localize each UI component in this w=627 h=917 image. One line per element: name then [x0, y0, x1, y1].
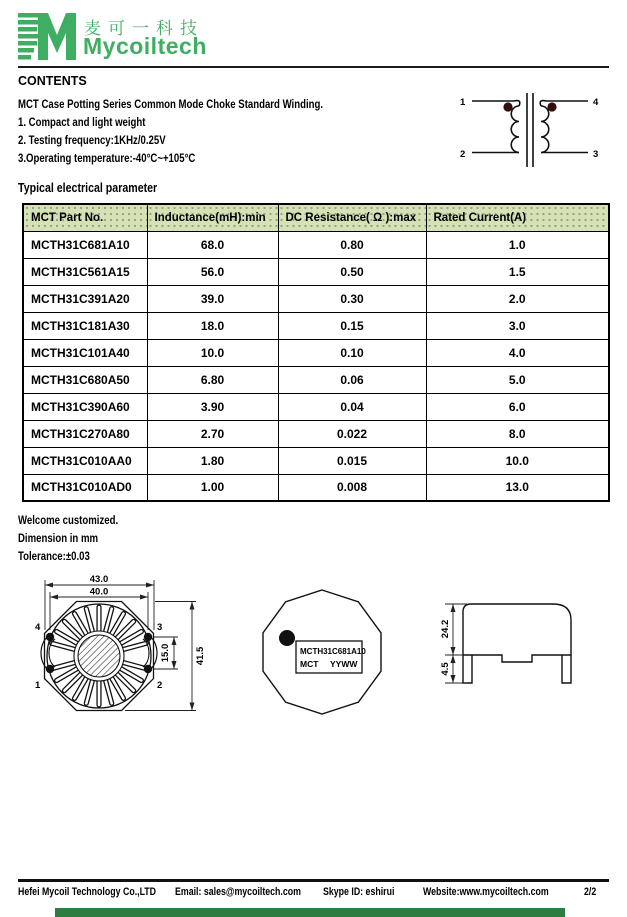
- polarity-dot-icon: [503, 102, 512, 111]
- table-row: [23, 474, 609, 501]
- drawing-side-view: [425, 578, 627, 728]
- footer-company: Hefei Mycoil Technology Co.,LTD: [18, 886, 157, 898]
- table-row: [23, 258, 609, 285]
- left-winding-top-lead: [472, 101, 520, 106]
- part-no: MCTH31C391A20: [23, 285, 147, 312]
- brand-name-chinese: 麦可一科技: [84, 19, 204, 38]
- marking-date-code: YYWW: [330, 659, 358, 669]
- footer-skype: Skype ID: eshirui: [323, 886, 395, 898]
- table-row: [23, 366, 609, 393]
- dc-resistance: 0.015: [278, 447, 426, 474]
- part-no: MCTH31C680A50: [23, 366, 147, 393]
- drawing-top-view: [15, 572, 215, 737]
- table-row: [23, 231, 609, 258]
- part-no: MCTH31C270A80: [23, 420, 147, 447]
- dim-40: 40.0: [89, 586, 109, 598]
- feature-1: 1. Compact and light weight: [18, 115, 146, 129]
- dc-resistance: 0.50: [278, 258, 426, 285]
- col-header-current: Rated Current(A): [426, 204, 609, 231]
- dim-43: 43.0: [89, 574, 109, 585]
- col-header-resistance: DC Resistance( Ω ):max: [278, 204, 426, 231]
- footer-website: Website:www.mycoiltech.com: [423, 886, 549, 898]
- col-header-inductance: Inductance(mH):min: [147, 204, 278, 231]
- footer-email: Email: sales@mycoiltech.com: [175, 886, 301, 898]
- inductance: 39.0: [147, 285, 278, 312]
- note-dimension: Dimension in mm: [18, 531, 99, 545]
- marking-part-number: MCTH31C681A10: [300, 647, 366, 656]
- pin-label-1: 1: [35, 680, 41, 691]
- footer-page-number: 2/2: [584, 886, 597, 898]
- note-tolerance: Tolerance:±0.03: [18, 549, 90, 563]
- table-header-row: [23, 204, 609, 231]
- pin-dot-1: [46, 665, 54, 673]
- table-row: [23, 285, 609, 312]
- rated-current: 6.0: [426, 393, 609, 420]
- polarity-dot-icon: [547, 102, 556, 111]
- rated-current: 8.0: [426, 420, 609, 447]
- schematic-pin-3: 3: [593, 149, 599, 160]
- rated-current: 1.5: [426, 258, 609, 285]
- mycoiltech-logo-icon: [18, 11, 82, 66]
- dc-resistance: 0.008: [278, 474, 426, 501]
- table-row: [23, 339, 609, 366]
- dc-resistance: 0.10: [278, 339, 426, 366]
- inductance: 68.0: [147, 231, 278, 258]
- bottom-accent-bar: [55, 908, 565, 917]
- marking-brand: MCT: [300, 659, 319, 669]
- dim-24-2: 24.2: [440, 619, 451, 639]
- core-hatched: [78, 635, 120, 677]
- rated-current: 2.0: [426, 285, 609, 312]
- inductance: 1.80: [147, 447, 278, 474]
- rated-current: 3.0: [426, 312, 609, 339]
- inductance: 3.90: [147, 393, 278, 420]
- part-no: MCTH31C561A15: [23, 258, 147, 285]
- footer-divider: [18, 879, 609, 882]
- col-header-part-no: MCT Part No.: [23, 204, 147, 231]
- left-winding: [511, 106, 519, 153]
- dc-resistance: 0.30: [278, 285, 426, 312]
- schematic-pin-2: 2: [460, 149, 466, 160]
- dc-resistance: 0.06: [278, 366, 426, 393]
- inductance: 1.00: [147, 474, 278, 501]
- rated-current: 10.0: [426, 447, 609, 474]
- header-divider: [18, 66, 609, 68]
- dim-4-5: 4.5: [440, 662, 451, 676]
- brand-name-english: Mycoiltech: [83, 33, 207, 59]
- drawing-front-view: [250, 578, 425, 728]
- pin-label-2: 2: [157, 680, 163, 691]
- series-title: MCT Case Potting Series Common Mode Choke Standard Winding.: [18, 97, 324, 111]
- table-row: [23, 393, 609, 420]
- part-no: MCTH31C681A10: [23, 231, 147, 258]
- dc-resistance: 0.022: [278, 420, 426, 447]
- feature-3: 3.Operating temperature:-40°C~+105°C: [18, 151, 196, 165]
- part-no: MCTH31C010AA0: [23, 447, 147, 474]
- inductance: 6.80: [147, 366, 278, 393]
- table-row: [23, 420, 609, 447]
- inductance: 2.70: [147, 420, 278, 447]
- rated-current: 5.0: [426, 366, 609, 393]
- schematic-pin-4: 4: [593, 97, 599, 108]
- section-heading: Typical electrical parameter: [18, 181, 158, 195]
- pin1-marker-dot: [279, 630, 295, 646]
- pin-label-4: 4: [35, 622, 41, 633]
- part-no: MCTH31C101A40: [23, 339, 147, 366]
- pin-dot-4: [46, 633, 54, 641]
- table-row: [23, 312, 609, 339]
- part-no: MCTH31C010AD0: [23, 474, 147, 501]
- electrical-parameter-table: [22, 203, 610, 502]
- part-no: MCTH31C390A60: [23, 393, 147, 420]
- schematic-pin-1: 1: [460, 97, 466, 108]
- pin-dot-3: [144, 633, 152, 641]
- rated-current: 4.0: [426, 339, 609, 366]
- pin-label-3: 3: [157, 622, 163, 633]
- choke-schematic: [456, 86, 604, 174]
- right-winding: [541, 106, 549, 153]
- contents-heading: CONTENTS: [18, 74, 87, 88]
- part-no: MCTH31C181A30: [23, 312, 147, 339]
- rated-current: 1.0: [426, 231, 609, 258]
- note-customized: Welcome customized.: [18, 513, 119, 527]
- pin-dot-2: [144, 665, 152, 673]
- dim-41-5: 41.5: [195, 646, 206, 666]
- table-row: [23, 447, 609, 474]
- feature-2: 2. Testing frequency:1KHz/0.25V: [18, 133, 166, 147]
- case-body-outline: [463, 604, 571, 662]
- inductance: 18.0: [147, 312, 278, 339]
- dc-resistance: 0.80: [278, 231, 426, 258]
- inductance: 56.0: [147, 258, 278, 285]
- dim-15: 15.0: [160, 643, 171, 663]
- dc-resistance: 0.15: [278, 312, 426, 339]
- rated-current: 13.0: [426, 474, 609, 501]
- dc-resistance: 0.04: [278, 393, 426, 420]
- right-winding-top-lead: [540, 101, 588, 106]
- inductance: 10.0: [147, 339, 278, 366]
